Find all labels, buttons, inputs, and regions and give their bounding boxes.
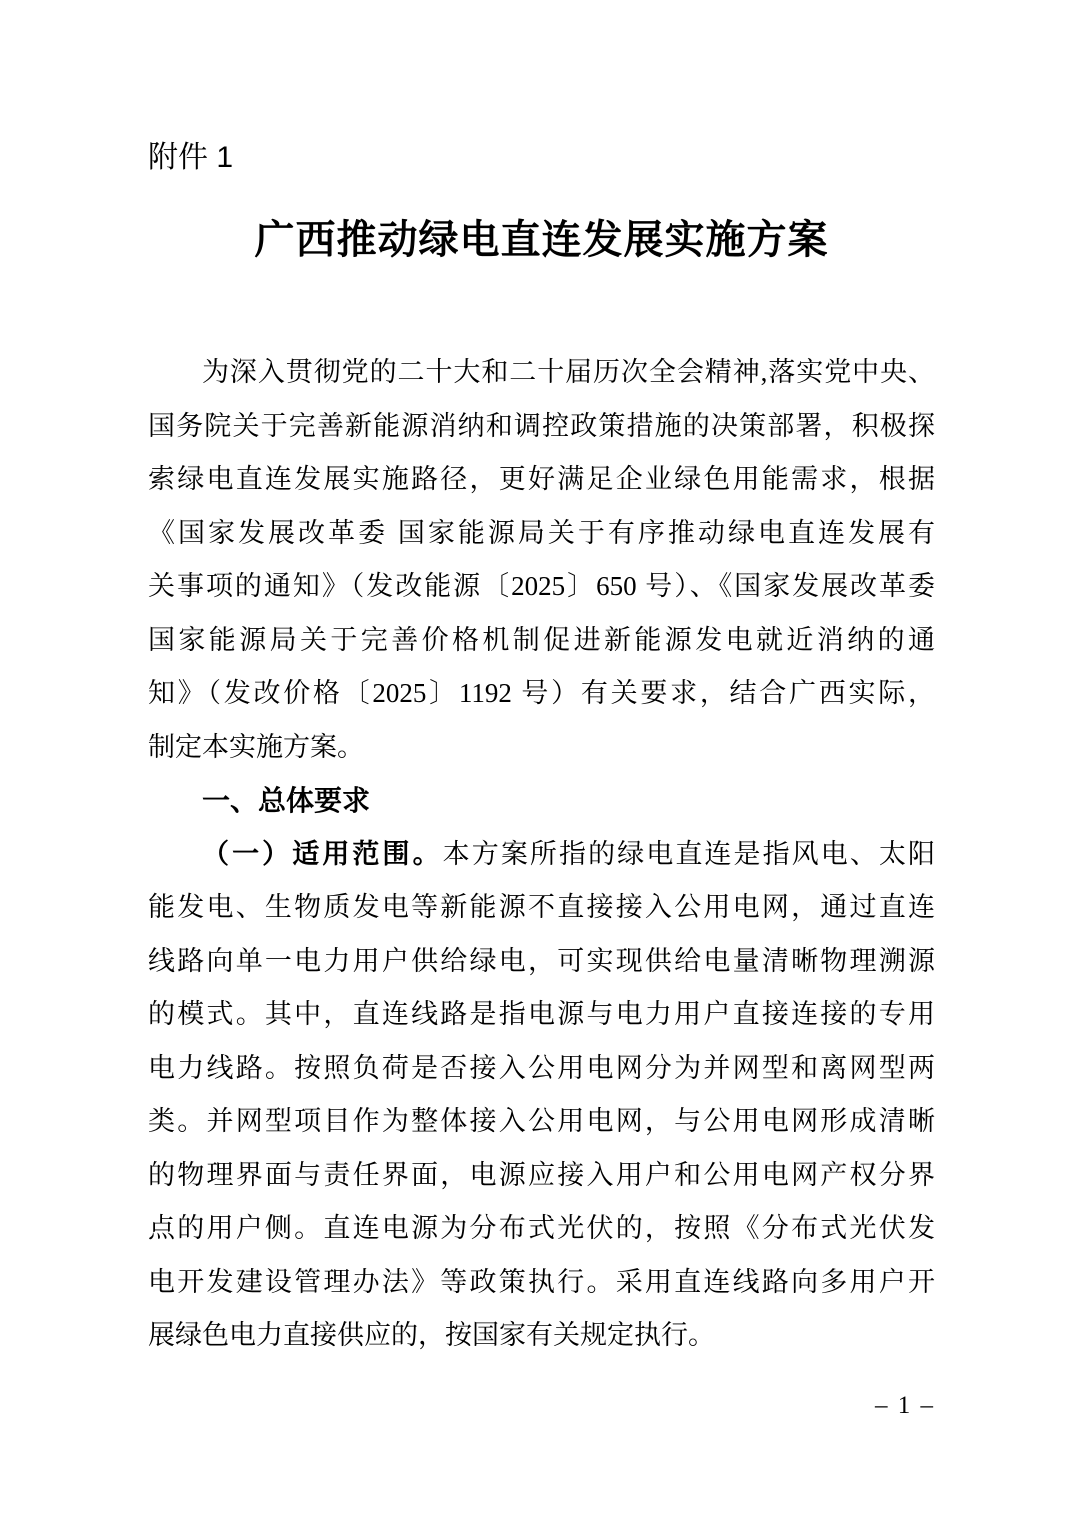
body-text-line: 知》（发改价格〔2025〕1192 号）有关要求，结合广西实际， [148, 678, 935, 708]
body-text-line: 的模式。其中，直连线路是指电源与电力用户直接连接的专用 [148, 999, 935, 1029]
document-title: 广西推动绿电直连发展实施方案 [254, 217, 829, 262]
body-text-line: 制定本实施方案。 [148, 731, 364, 762]
body-text-line: 点的用户侧。直连电源为分布式光伏的，按照《分布式光伏发 [148, 1213, 935, 1243]
body-text-line: 类。并网型项目作为整体接入公用电网，与公用电网形成清晰 [148, 1106, 935, 1136]
clause-lead: （一）适用范围。 [202, 838, 443, 869]
body-text-line: 电开发建设管理办法》等政策执行。采用直连线路向多用户开 [148, 1266, 935, 1297]
document-body [148, 346, 935, 1363]
body-text-line: （一）适用范围。本方案所指的绿电直连是指风电、太阳 [202, 838, 936, 869]
section-heading: 一、总体要求 [202, 785, 371, 816]
body-text-line: 索绿电直连发展实施路径，更好满足企业绿色用能需求，根据 [148, 464, 935, 494]
body-text-line: 能发电、生物质发电等新能源不直接接入公用电网，通过直连 [148, 892, 935, 922]
attachment-label: 附件 1 [148, 141, 234, 174]
page-number: – 1 – [875, 1391, 935, 1419]
body-text-line: 线路向单一电力用户供给绿电，可实现供给电量清晰物理溯源 [148, 945, 935, 976]
body-text-line: 国务院关于完善新能源消纳和调控政策措施的决策部署，积极探 [148, 410, 935, 441]
body-text-line: 电力线路。按照负荷是否接入公用电网分为并网型和离网型两 [148, 1052, 935, 1083]
body-text-line: 展绿色电力直接供应的，按国家有关规定执行。 [148, 1320, 715, 1350]
body-text-line: 关事项的通知》（发改能源〔2025〕650 号）、《国家发展改革委 [148, 571, 935, 601]
body-text-line: 国家能源局关于完善价格机制促进新能源发电就近消纳的通 [148, 624, 935, 655]
body-text-line: 的物理界面与责任界面，电源应接入用户和公用电网产权分界 [148, 1159, 935, 1190]
body-text-line: 为深入贯彻党的二十大和二十届历次全会精神,落实党中央、 [202, 357, 935, 387]
body-text-line: 《国家发展改革委 国家能源局关于有序推动绿电直连发展有 [148, 517, 935, 548]
